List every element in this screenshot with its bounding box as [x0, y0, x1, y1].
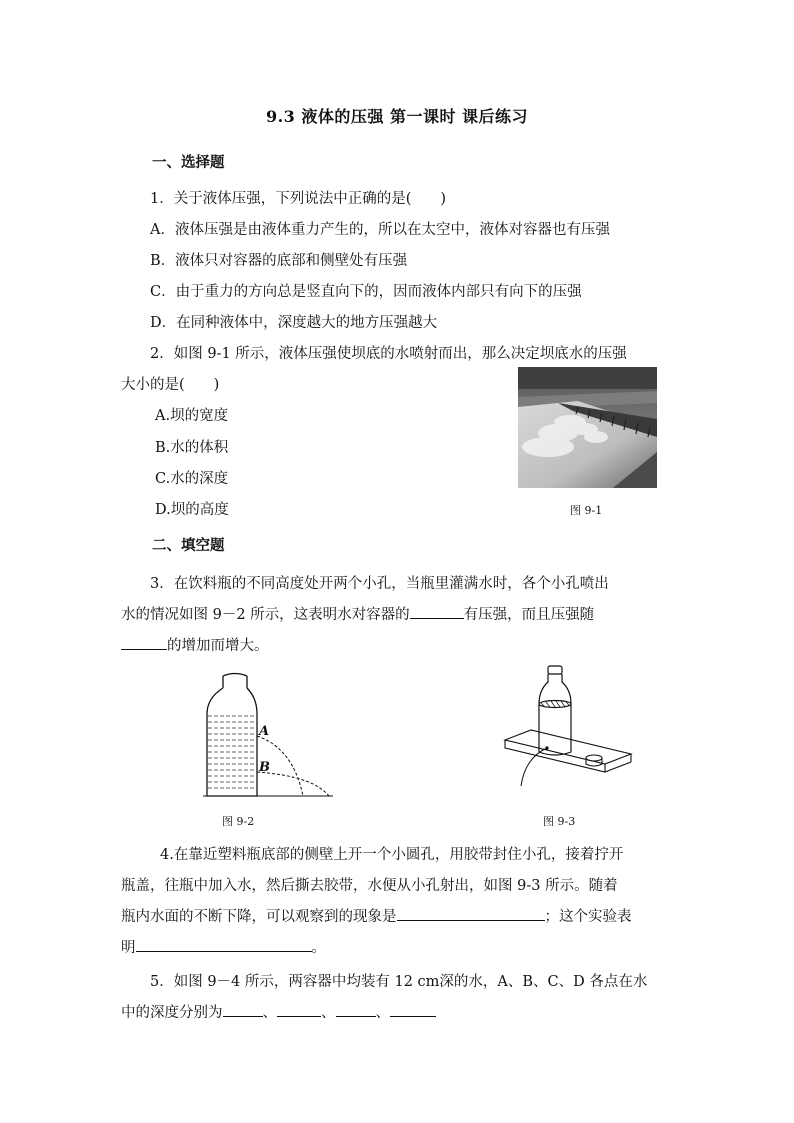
- q5-sep-1: 、: [262, 1005, 277, 1021]
- q4-line2: 瓶盖，往瓶中加入水，然后撕去胶带，水便从小孔射出，如图 9-3 所示。随着: [121, 878, 618, 894]
- q3-line2: [121, 603, 594, 624]
- section-heading-fill: 二、填空题: [152, 537, 225, 554]
- q1-option-b: B．液体只对容器的底部和侧壁处有压强: [150, 253, 408, 269]
- q1-option-d: D．在同种液体中，深度越大的地方压强越大: [150, 315, 438, 331]
- q3-blank-2[interactable]: [121, 635, 167, 650]
- q5-sep-2: 、: [321, 1005, 336, 1021]
- q1-option-c: C．由于重力的方向总是竖直向下的，因而液体内部只有向下的压强: [150, 284, 582, 300]
- jet-label-a: A: [259, 724, 270, 739]
- q3-line1: 3．在饮料瓶的不同高度处开两个小孔，当瓶里灌满水时，各个小孔喷出: [150, 576, 609, 592]
- q4-line4: [121, 936, 326, 957]
- q4-line3-text-b: ；这个实验表: [544, 909, 632, 925]
- figure-9-3-caption: 图 9-3: [543, 815, 576, 828]
- q5-line1: 5．如图 9－4 所示，两容器中均装有 12 cm深的水，A、B、C、D 各点在水: [150, 974, 648, 990]
- q2-stem-line2: 大小的是( ): [121, 377, 220, 393]
- q4-blank-2[interactable]: [136, 937, 312, 952]
- q3-line2-text-a: 水的情况如图 9－2 所示，这表明水对容器的: [121, 607, 410, 623]
- page-title: 9.3 液体的压强 第一课时 课后练习: [265, 107, 529, 126]
- q4-line3-text-a: 瓶内水面的不断下降，可以观察到的现象是: [121, 909, 397, 925]
- q2-option-d: D.坝的高度: [155, 502, 229, 518]
- q5-blank-a[interactable]: [223, 1002, 263, 1017]
- q3-line3-text: 的增加而增大。: [167, 638, 269, 654]
- q2-option-a: A.坝的宽度: [155, 408, 229, 424]
- q2-option-c: C.水的深度: [155, 471, 229, 487]
- q2-stem-line1: 2．如图 9-1 所示，液体压强使坝底的水喷射而出，那么决定坝底水的压强: [150, 346, 627, 362]
- q2-option-b: B.水的体积: [155, 440, 229, 456]
- q4-line4-text-b: 。: [311, 940, 326, 956]
- q4-line4-text-a: 明: [121, 940, 136, 956]
- figure-9-2-caption: 图 9-2: [222, 815, 255, 828]
- q5-line2: [121, 1001, 436, 1022]
- q5-blank-d[interactable]: [390, 1002, 436, 1017]
- q5-blank-c[interactable]: [336, 1002, 376, 1017]
- jet-label-b: B: [259, 760, 270, 775]
- section-heading-choice: 一、选择题: [152, 154, 225, 171]
- q4-blank-1[interactable]: [397, 906, 545, 921]
- figure-9-3-bottle-on-stand: [495, 660, 635, 790]
- q3-line2-text-b: 有压强，而且压强随: [463, 607, 595, 623]
- q4-line1: 4.在靠近塑料瓶底部的侧壁上开一个小圆孔，用胶带封住小孔，接着拧开: [160, 847, 624, 863]
- q5-blank-b[interactable]: [277, 1002, 321, 1017]
- q1-option-a: A．液体压强是由液体重力产生的，所以在太空中，液体对容器也有压强: [150, 222, 610, 238]
- q3-line3: [121, 634, 269, 655]
- q3-blank-1[interactable]: [410, 604, 464, 619]
- q1-stem: 1．关于液体压强，下列说法中正确的是( ): [150, 191, 447, 207]
- dam-photo: [518, 367, 657, 488]
- q4-line3: [121, 905, 632, 926]
- figure-9-2-bottle-diagram: [195, 668, 335, 803]
- q5-line2-text: 中的深度分别为: [121, 1005, 223, 1021]
- q5-sep-3: 、: [375, 1005, 390, 1021]
- figure-9-1-caption: 图 9-1: [570, 504, 603, 517]
